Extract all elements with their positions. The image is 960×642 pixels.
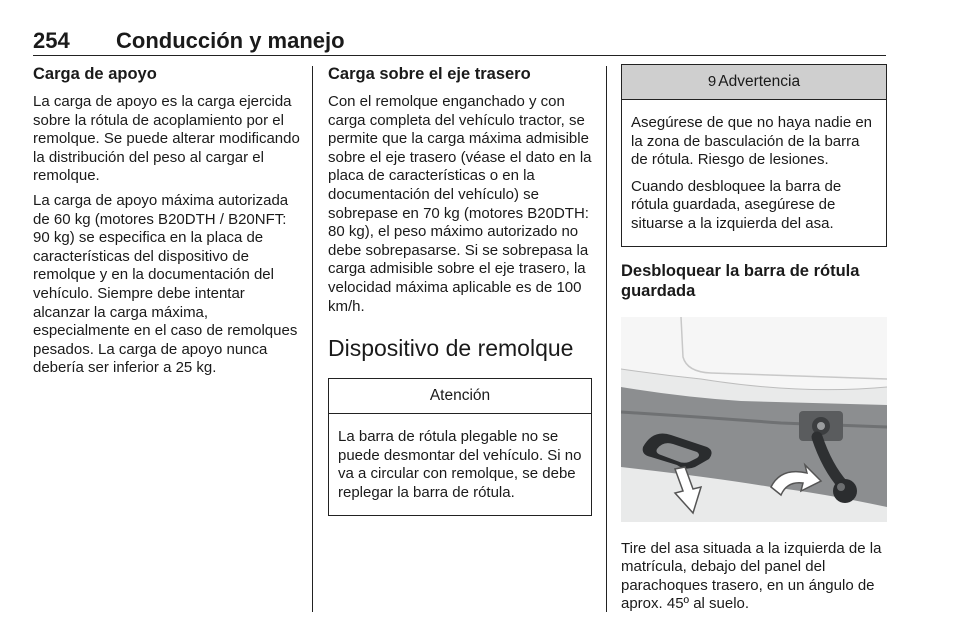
warning-text: Cuando desbloquee la barra de rótula guardada, asegúrese de situarse a la izquierda del asa. — [631, 177, 842, 232]
column-left — [33, 64, 303, 384]
warning-header — [622, 65, 886, 100]
header-rule — [33, 55, 886, 56]
notice-text: La barra de rótula plegable no se puede desmontar del vehículo. Si no va a circular con remolque, se debe replegar la barra de rótula. — [338, 428, 582, 501]
section-heading-unlock: Desbloquear la barra de rótula guardada — [621, 261, 860, 300]
paragraph: La carga de apoyo es la carga ejercida sobre la rótula de acoplamiento por el remolque. Se puede alterar modificando la distribución del peso al cargar el remolque. — [33, 93, 300, 185]
section-heading-tongue-load: Carga de apoyo — [33, 65, 157, 83]
warning-text: Asegúrese de que no haya nadie en la zona de basculación de la barra de rótula. Riesgo de lesiones. — [631, 114, 873, 169]
paragraph: La carga de apoyo máxima autorizada de 60 kg (motores B20DTH / B20NFT: 90 kg) se especifica en la placa de características del dispositivo de remolque y en la documentación del vehículo. Siempre debe intentar alcanzar la carga máxima, especialmente en el caso de remolques pesados. La carga de apoyo nunca debería ser inferior a 25 kg. — [33, 191, 298, 377]
page-title: Conducción y manejo — [116, 28, 345, 53]
column-divider — [606, 66, 607, 612]
towbar-photo — [621, 317, 887, 522]
section-title-towing-device: Dispositivo de remolque — [328, 335, 574, 362]
warning-title: Advertencia — [718, 73, 801, 90]
page-number: 254 — [33, 28, 70, 53]
notice-box — [328, 378, 592, 515]
section-heading-rear-axle-load: Carga sobre el eje trasero — [328, 65, 531, 83]
column-middle — [328, 64, 592, 516]
paragraph: Con el remolque enganchado y con carga completa del vehículo tractor, se permite que la carga máxima admisible sobre el eje trasero (véase el dato en la placa de características o en la documentación del vehículo) se sobrepase en 70 kg (motores B20DTH: 80 kg), el peso máximo autorizado no debe sobrepasarse. Si se sobrepasa la carga admisible sobre el eje trasero, la velocidad máxima aplicable es de 100 km/h. — [328, 93, 592, 315]
warning-symbol-icon: 9 — [707, 73, 717, 90]
column-divider — [312, 66, 313, 612]
warning-box — [621, 64, 887, 247]
column-right — [621, 64, 887, 620]
caption: Tire del asa situada a la izquierda de la matrícula, debajo del panel del parachoques trasero, en un ángulo de aprox. 45º al suelo. — [621, 539, 882, 613]
notice-title: Atención — [329, 379, 591, 414]
